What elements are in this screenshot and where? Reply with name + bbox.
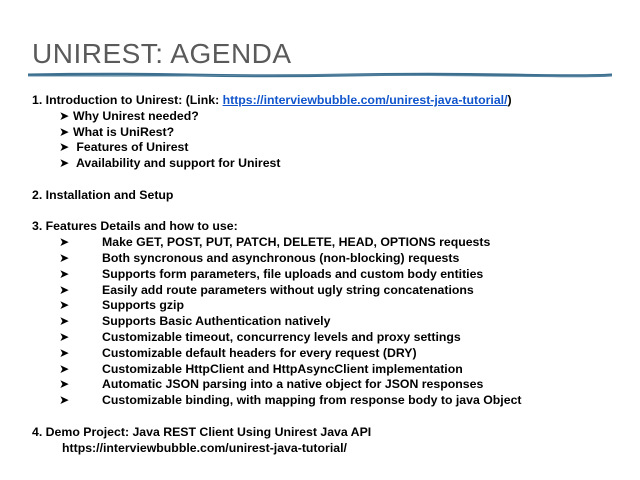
demo-project-url: https://interviewbubble.com/unirest-java-tutorial/ — [62, 440, 347, 455]
list-item: ➤ Supports form parameters, file uploads and custom body entities — [59, 266, 484, 281]
agenda-body — [32, 93, 622, 456]
list-item: ➤ Customizable HttpClient and HttpAsyncClient implementation — [59, 361, 463, 376]
section3-heading: 3. Features Details and how to use: — [32, 219, 238, 234]
list-item: ➤ Features of Unirest — [59, 140, 189, 155]
section1-heading — [32, 93, 622, 109]
section1-prefix: 1. Introduction to Unirest: (Link: — [32, 93, 223, 107]
list-item: ➤ Customizable default headers for every request (DRY) — [59, 345, 417, 360]
list-item: ➤ Both syncronous and asynchronous (non-blocking) requests — [59, 250, 460, 265]
list-item: ➤ Why Unirest needed? — [59, 108, 199, 123]
list-item: ➤ Supports gzip — [59, 298, 184, 313]
tutorial-link[interactable]: https://interviewbubble.com/unirest-java-tutorial/ — [222, 93, 508, 107]
arrow-bullet-icon: ➤ — [59, 298, 70, 313]
list-item: ➤ Customizable binding, with mapping from response body to java Object — [59, 393, 522, 408]
section2-heading: 2. Installation and Setup — [32, 187, 174, 202]
arrow-bullet-icon: ➤ — [59, 124, 70, 139]
arrow-bullet-icon: ➤ — [59, 282, 70, 297]
list-item: ➤ Easily add route parameters without ugly string concatenations — [59, 282, 474, 297]
arrow-bullet-icon: ➤ — [59, 377, 70, 392]
arrow-bullet-icon: ➤ — [59, 393, 70, 408]
list-item: ➤ Automatic JSON parsing into a native object for JSON responses — [59, 377, 484, 392]
list-item: ➤ What is UniRest? — [59, 124, 175, 139]
title-underline — [28, 72, 612, 78]
list-item: ➤ Availability and support for Unirest — [59, 156, 281, 171]
list-item: ➤ Customizable timeout, concurrency levels and proxy settings — [59, 329, 461, 344]
arrow-bullet-icon: ➤ — [59, 156, 70, 171]
arrow-bullet-icon: ➤ — [59, 361, 70, 376]
slide-title: UNIREST: AGENDA — [32, 38, 292, 69]
arrow-bullet-icon: ➤ — [59, 235, 70, 250]
arrow-bullet-icon: ➤ — [59, 329, 70, 344]
section1-suffix: ) — [507, 93, 512, 107]
arrow-bullet-icon: ➤ — [59, 345, 70, 360]
arrow-bullet-icon: ➤ — [59, 140, 70, 155]
arrow-bullet-icon: ➤ — [59, 250, 70, 265]
section4-heading: 4. Demo Project: Java REST Client Using Unirest Java API — [32, 424, 372, 439]
list-item: ➤ Supports Basic Authentication natively — [59, 314, 331, 329]
arrow-bullet-icon: ➤ — [59, 108, 70, 123]
list-item: ➤ Make GET, POST, PUT, PATCH, DELETE, HEAD, OPTIONS requests — [59, 235, 491, 250]
arrow-bullet-icon: ➤ — [59, 266, 70, 281]
arrow-bullet-icon: ➤ — [59, 314, 70, 329]
